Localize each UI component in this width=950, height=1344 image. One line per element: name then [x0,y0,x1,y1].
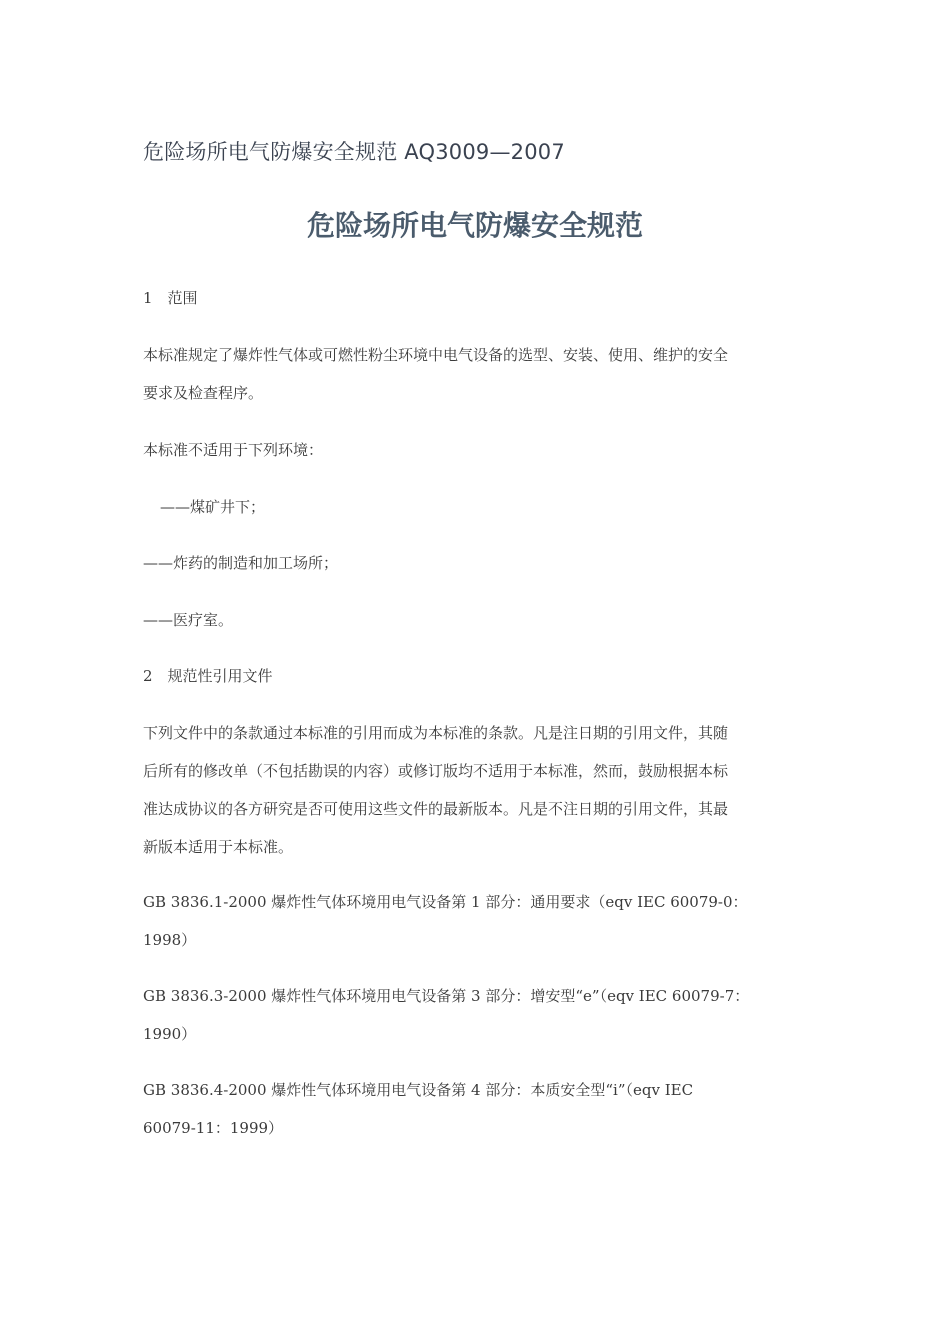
reference-line: GB 3836.4-2000 爆炸性气体环境用电气设备第 4 部分：本质安全型“i”（eqv IEC [143,1081,694,1099]
document-header-title: 危险场所电气防爆安全规范 AQ3009—2007 [143,140,565,164]
reference-line: GB 3836.3-2000 爆炸性气体环境用电气设备第 3 部分：增安型“e”（eqv IEC 60079-7： [143,987,750,1005]
scope-line: 要求及检查程序。 [143,384,264,402]
references-intro-line: 新版本适用于本标准。 [143,838,294,856]
section-2-heading: 2 规范性引用文件 [143,667,273,685]
page-title: 危险场所电气防爆安全规范 [306,209,643,242]
references-intro-paragraph [143,714,803,866]
not-applicable-intro: 本标准不适用于下列环境： [143,441,324,459]
reference-line: GB 3836.1-2000 爆炸性气体环境用电气设备第 1 部分：通用要求（eqv IEC 60079-0： [143,893,748,911]
references-intro-line: 下列文件中的条款通过本标准的引用而成为本标准的条款。凡是注日期的引用文件，其随 [143,724,729,742]
scope-line: 本标准规定了爆炸性气体或可燃性粉尘环境中电气设备的选型、安装、使用、维护的安全 [143,346,729,364]
reference-entry [143,883,803,959]
reference-line: 1998） [143,931,197,949]
references-intro-line: 后所有的修改单（不包括勘误的内容）或修订版均不适用于本标准，然而，鼓励根据本标 [143,762,729,780]
exclusion-item: ——煤矿井下； [160,498,266,516]
reference-line: 60079-11：1999） [143,1119,284,1137]
scope-paragraph [143,336,803,412]
reference-entry [143,1071,803,1147]
reference-entry [143,977,803,1053]
references-intro-line: 准达成协议的各方研究是否可使用这些文件的最新版本。凡是不注日期的引用文件，其最 [143,800,729,818]
exclusion-item: ——炸药的制造和加工场所； [143,554,339,572]
section-1-heading: 1 范围 [143,289,198,307]
exclusion-item: ——医疗室。 [143,611,234,629]
reference-line: 1990） [143,1025,197,1043]
